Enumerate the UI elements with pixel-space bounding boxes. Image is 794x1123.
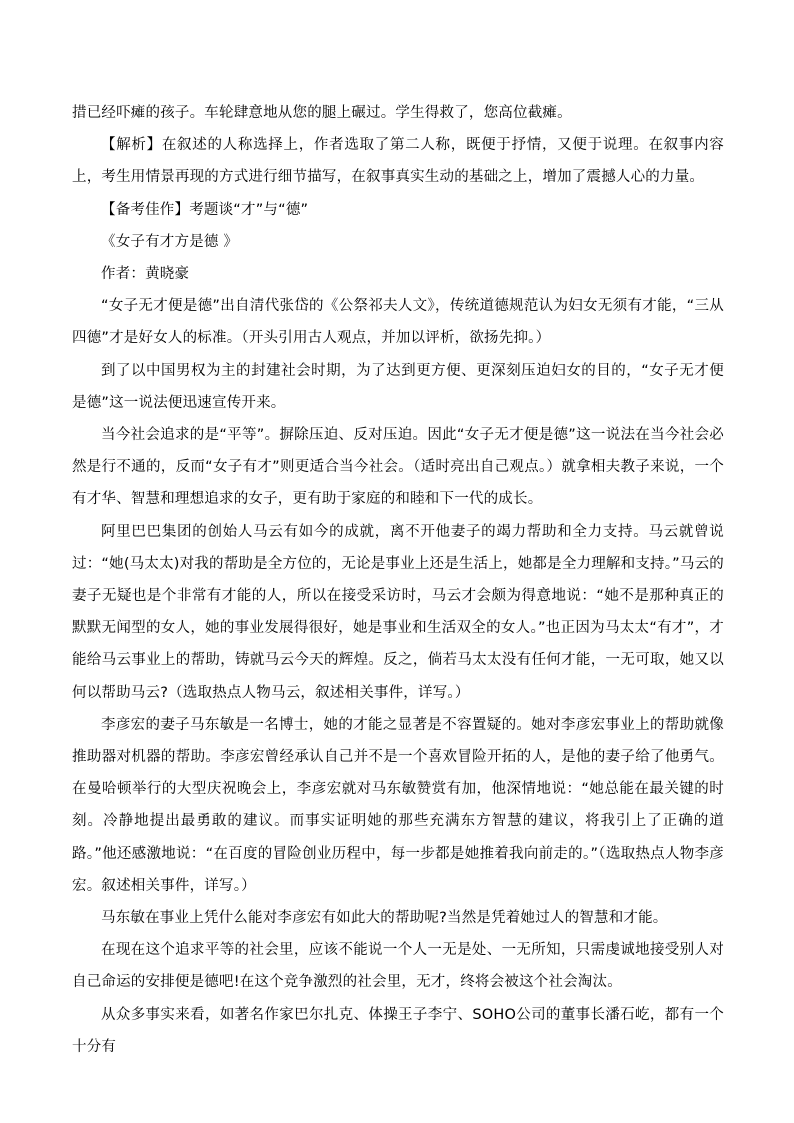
paragraph-history: 到了以中国男权为主的封建社会时期，为了达到更方便、更深刻压迫妇女的目的，“女子无才便是德”这一说法便迅速宣传开来。 [72, 362, 724, 411]
paragraph-thesis: 当今社会追求的是“平等”。摒除压迫、反对压迫。因此“女子无才便是德”这一说法在当今社会必然是行不通的，反而“女子有才”则更适合当今社会。（适时亮出自己观点。）就拿相夫教子来说，一个有才华、智慧和理想追求的女子，更有助于家庭的和睦和下一代的成长。 [72, 427, 724, 508]
paragraph-question: 马东敏在事业上凭什么能对李彦宏有如此大的帮助呢?当然是凭着她过人的智慧和才能。 [101, 910, 668, 927]
paragraph-continuation: 措已经吓瘫的孩子。车轮肆意地从您的腿上碾过。学生得救了，您高位截瘫。 [72, 105, 572, 121]
paragraph-opening: “女子无才便是德”出自清代张岱的《公祭祁夫人文》，传统道德规范认为妇女无须有才能，“三从四德”才是好女人的标准。（开头引用古人观点，并加以评析，欲扬先抑。） [72, 298, 724, 347]
essay-author: 作者：黄晓豪 [101, 266, 190, 283]
paragraph-equality: 在现在这个追求平等的社会里，应该不能说一个人一无是处、一无所知，只需虔诚地接受别人对自己命运的安排便是德吧!在这个竞争激烈的社会里，无才，终将会被这个社会淘汰。 [72, 942, 724, 991]
document-body [72, 97, 724, 1063]
paragraph-example-liyanhong: 李彦宏的妻子马东敏是一名博士，她的才能之显著是不容置疑的。她对李彦宏事业上的帮助就像推助器对机器的帮助。李彦宏曾经承认自己并不是一个喜欢冒险开拓的人，是他的妻子给了他勇气。在曼哈顿举行的大型庆祝晚会上，李彦宏就对马东敏赞赏有加，他深情地说：“她总能在最关键的时刻。冷静地提出最勇敢的建议。而事实证明她的那些充满东方智慧的建议，将我引上了正确的道路。”他还感激地说：“在百度的冒险创业历程中，每一步都是她推着我向前走的。”（选取热点人物李彦宏。叙述相关事件，详写。） [72, 716, 724, 894]
essay-title: 《女子有才方是德 》 [101, 233, 239, 250]
paragraph-example-mayun: 阿里巴巴集团的创始人马云有如今的成就，离不开他妻子的竭力帮助和全力支持。马云就曾说过：“她(马太太)对我的帮助是全方位的，无论是事业上还是生活上，她都是全力理解和支持。”马云的妻子无疑也是个非常有才能的人，所以在接受采访时，马云才会颇为得意地说：“她不是那种真正的默默无闻型的女人，她的事业发展得很好，她是事业和生活双全的女人。”也正因为马太太“有才”，才能给马云事业上的帮助，铸就马云今天的辉煌。反之，倘若马太太没有任何才能，一无可取，她又以何以帮助马云?（选取热点人物马云，叙述相关事件，详写。） [72, 523, 724, 701]
paragraph-facts: 从众多事实来看，如著名作家巴尔扎克、体操王子李宁、SOHO公司的董事长潘石屹，都有一个十分有 [72, 1006, 724, 1055]
section-heading: 【备考佳作】考题谈“才”与“德” [101, 201, 309, 218]
paragraph-analysis: 【解析】在叙述的人称选择上，作者选取了第二人称，既便于抒情，又便于说理。在叙事内容上，考生用情景再现的方式进行细节描写，在叙事真实生动的基础之上，增加了震撼人心的力量。 [72, 137, 724, 186]
